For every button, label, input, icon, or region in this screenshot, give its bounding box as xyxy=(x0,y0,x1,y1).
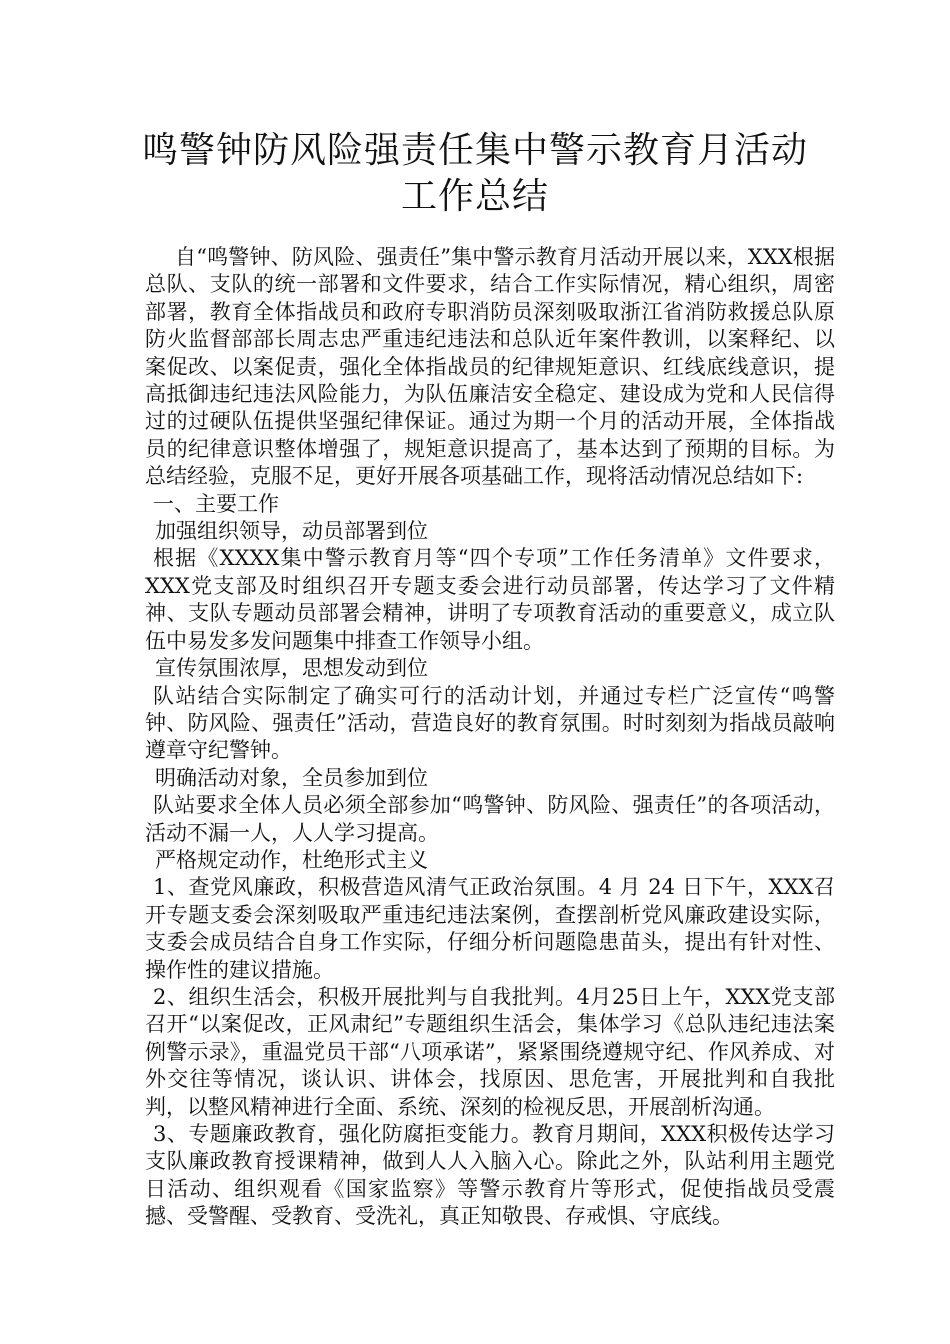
intro-paragraph: 自“鸣警钟、防风险、强责任”集中警示教育月活动开展以来，XXX根据总队、支队的统一部署和文件要求，结合工作实际情况，精心组织，周密部署，教育全体指战员和政府专职消防员深刻吸取浙江省消防救援总队原防火监督部部长周志忠严重违纪违法和总队近年案件教训，以案释纪、以案促改、以案促责，强化全体指战员的纪律规矩意识、红线底线意识，提高抵御违纪违法风险能力，为队伍廉洁安全稳定、建设成为党和人民信得过的过硬队伍提供坚强纪律保证。通过为期一个月的活动开展，全体指战员的纪律意识整体增强了，规矩意识提高了，基本达到了预期的目标。为总结经验，克服不足，更好开展各项基础工作，现将活动情况总结如下: xyxy=(145,245,835,489)
subheading-publicity: 宣传氛围浓厚，思想发动到位 xyxy=(155,656,428,681)
document-body xyxy=(145,244,835,1231)
title-line-1: 鸣警钟防风险强责任集中警示教育月活动 xyxy=(141,130,808,171)
document-title xyxy=(120,128,830,220)
subheading-organization: 加强组织领导，动员部署到位 xyxy=(155,519,428,544)
list-item-2: 2、组织生活会，积极开展批判与自我批判。4月25日上午，XXX党支部召开“以案促改，正风肃纪”专题组织生活会，集体学习《总队违纪违法案例警示录》，重温党员干部“八项承诺”，紧紧围绕遵规守纪、作风养成、对外交往等情况，谈认识、讲体会，找原因、思危害，开展批判和自我批判，以整风精神进行全面、系统、深刻的检视反思，开展剖析沟通。 xyxy=(145,984,835,1119)
paragraph-participation: 队站要求全体人员必须全部参加“鸣警钟、防风险、强责任”的各项活动，活动不漏一人，人人学习提高。 xyxy=(145,793,835,845)
list-item-3: 3、专题廉政教育，强化防腐拒变能力。教育月期间，XXX积极传达学习支队廉政教育授课精神，做到人人入脑入心。除此之外，队站利用主题党日活动、组织观看《国家监察》等警示教育片等形式，促使指战员受震撼、受警醒、受教育、受洗礼，真正知敬畏、存戒惧、守底线。 xyxy=(145,1122,835,1229)
subheading-actions: 严格规定动作，杜绝形式主义 xyxy=(155,847,428,872)
paragraph-publicity: 队站结合实际制定了确实可行的活动计划，并通过专栏广泛宣传“鸣警钟、防风险、强责任”活动，营造良好的教育氛围。时时刻刻为指战员敲响遵章守纪警钟。 xyxy=(145,683,835,763)
paragraph-organization: 根据《XXXX集中警示教育月等“四个专项”工作任务清单》文件要求，XXX党支部及时组织召开专题支委会进行动员部署，传达学习了文件精神、支队专题动员部署会精神，讲明了专项教育活动的重要意义，成立队伍中易发多发问题集中排查工作领导小组。 xyxy=(145,546,835,653)
subheading-participation: 明确活动对象，全员参加到位 xyxy=(155,765,428,790)
section-heading-main-work: 一、主要工作 xyxy=(153,491,279,516)
list-item-1: 1、查党风廉政，积极营造风清气正政治氛围。4 月 24 日下午，XXX召开专题支委会深刻吸取严重违纪违法案例，查摆剖析党风廉政建设实际，支委会成员结合自身工作实际，仔细分析问题隐患苗头，提出有针对性、操作性的建议措施。 xyxy=(145,875,835,982)
title-line-2: 工作总结 xyxy=(400,176,549,217)
